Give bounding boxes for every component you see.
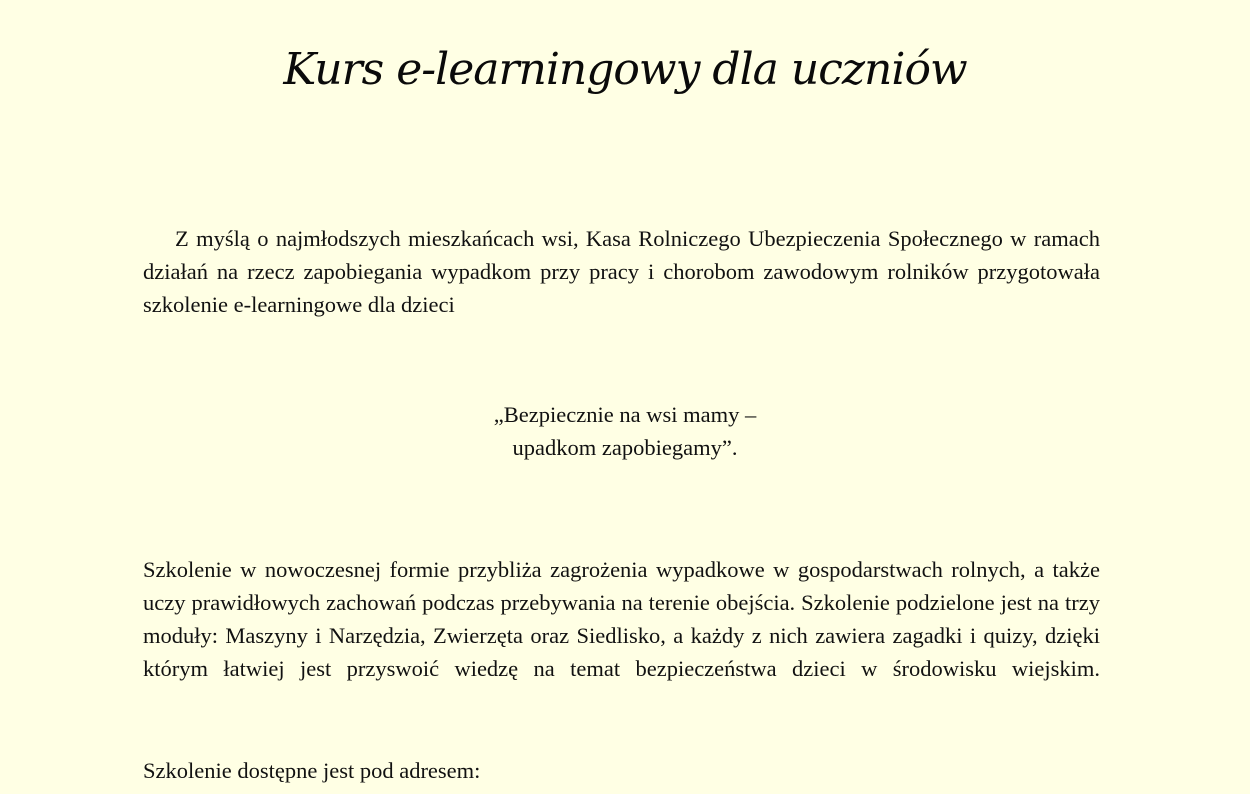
page-title: Kurs e-learningowy dla uczniów (283, 44, 967, 95)
slogan-quote (0, 398, 1250, 464)
description-paragraph: Szkolenie w nowoczesnej formie przybliża zagrożenia wypadkowe w gospodarstwach rolnych, a także uczy prawidłowych zachowań podczas przebywania na terenie obejścia. Szkolenie podzielone jest na trzy moduły: Maszyny i Narzędzia, Zwierzęta oraz Siedlisko, a każdy z nich zawiera zagadki i quizy, dzięki którym łatwiej jest przyswoić wiedzę na temat bezpieczeństwa dzieci w środowisku wiejskim. (143, 557, 1100, 681)
slogan-line-1: „Bezpiecznie na wsi mamy – (493, 402, 757, 427)
slogan-line-2: upadkom zapobiegamy”. (512, 435, 738, 460)
intro-paragraph: Z myślą o najmłodszych mieszkańcach wsi, Kasa Rolniczego Ubezpieczenia Społecznego w ramach działań na rzecz zapobiegania wypadkom przy pracy i chorobom zawodowym rolników przygotowała szkolenie e-learningowe dla dzieci (143, 226, 1100, 317)
address-label: Szkolenie dostępne jest pod adresem: (143, 758, 481, 783)
